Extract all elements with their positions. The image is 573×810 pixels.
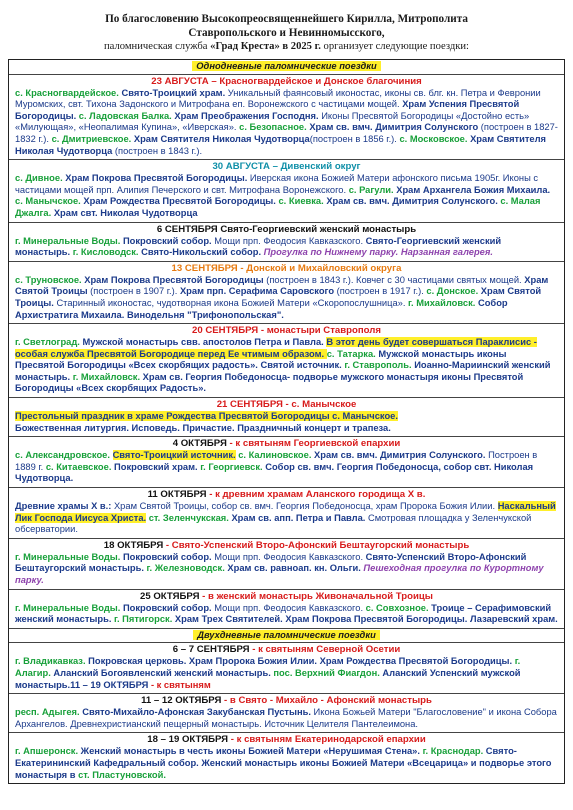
- trip-description: [15, 552, 558, 587]
- trip-text: 11 – 19 ОКТЯБРЯ: [70, 679, 149, 690]
- trip-description: [15, 746, 558, 781]
- shrine-name: Свято-Успенский Второ-Афонский Бештаугорский монастырь.: [15, 551, 527, 574]
- trip-route: - с. Манычское: [282, 399, 357, 411]
- trip-text: Икона Божьей Матери "Благословение" и икона Собора Архангелов. Древнехристианский пещерный монастырь. Источник Целителя Пантелеимона.: [15, 707, 557, 729]
- trip-route: - к древним храмам Аланского городища X в.: [206, 489, 426, 501]
- shrine-name: Храм Трех Святителей. Храм Покрова Пресвятой Богородицы. Лазаревский храм.: [174, 614, 558, 625]
- trip-section: [9, 262, 564, 324]
- trip-text: (построен в 1856 г.).: [309, 133, 400, 144]
- shrine-name: Храм Покрова Пресвятой Богородицы: [84, 274, 267, 285]
- shrine-name: Храм св. вмч. Димитрия Солунского.: [314, 450, 489, 461]
- place-name: с. Рагули.: [348, 184, 397, 195]
- shrine-name: Собор Архистратига Михаила.: [15, 297, 508, 320]
- trip-section: [9, 488, 564, 539]
- shrine-name: Храм св. Георгия Победоносца- подворье мужского монастыря иконы Пресвятой Богородицы «Всех скорбящих Радость».: [15, 371, 524, 394]
- trip-title: [15, 734, 558, 746]
- shrine-name: Храм Архангела Божия Михаила.: [396, 184, 551, 195]
- trip-title: [15, 540, 558, 552]
- trip-date: 11 ОКТЯБРЯ: [147, 489, 207, 501]
- shrine-name: Храм Покрова Пресвятой Богородицы.: [65, 173, 250, 184]
- place-name: г. Минеральные Воды.: [15, 551, 123, 562]
- trip-text: Иверская икона Божией Матери афонского письма 1905г. Иконы с частицами мощей прп. Алипия Печерского и свт. Митрофана Воронежского.: [15, 173, 539, 195]
- shrine-name: Женский монастырь в честь иконы Божией Матери «Нерушимая Стена».: [80, 746, 423, 757]
- shrine-name: Храм Святителя Николая Чудотворца: [133, 133, 310, 144]
- trip-description: [15, 707, 558, 730]
- shrine-name: Свято-Троицкий храм.: [121, 87, 228, 98]
- shrine-name: Собор св. вмч. Георгия Победоносца, собор свт. Николая Чудотворца.: [15, 461, 534, 484]
- shrine-name: Покровская церковь. Храм Пророка Божия Илии. Храм Рождества Пресвятой Богородицы.: [88, 656, 515, 667]
- trip-section: [9, 324, 564, 398]
- trip-section: [9, 75, 564, 161]
- shrine-name: Храм Преображения Господня.: [174, 110, 322, 121]
- trip-description: [15, 275, 558, 321]
- trip-text: Пешеходная прогулка по Курортному парку.: [15, 563, 544, 585]
- shrine-name: Храм св. вмч. Димитрия Солунского: [309, 122, 481, 133]
- trip-route: - к святыням Северной Осетии: [249, 644, 401, 656]
- trip-text: Свято-Троицкий источник.: [112, 450, 236, 461]
- shrine-name: Храм прп. Серафима Саровского: [179, 286, 337, 297]
- trip-route: – Дивенский округ: [269, 161, 361, 173]
- trip-title: [15, 399, 558, 411]
- trip-route: - монастыри Ставрополя: [258, 325, 381, 337]
- trip-title: [15, 438, 558, 450]
- trip-description: [15, 337, 558, 395]
- trip-title: [15, 695, 558, 707]
- trip-text: Мощи прп. Феодосия Кавказского.: [214, 602, 366, 613]
- shrine-name: Мужской монастырь иконы Пресвятой Богородицы «Всех скорбящих радость».: [15, 348, 507, 371]
- shrine-name: Древние храмы Х в.:: [15, 501, 114, 512]
- shrine-name: Храм свт. Николая Чудотворца: [53, 207, 198, 218]
- trip-text: (построен в 1827-1832 г.).: [15, 122, 558, 144]
- trip-title: [15, 263, 558, 275]
- place-name: г. Пятигорск.: [114, 614, 175, 625]
- place-name: с. Дмитриевское.: [51, 133, 134, 144]
- trip-text: Мощи прп. Феодосия Кавказского.: [214, 551, 366, 562]
- trip-date: 13 СЕНТЯБРЯ: [171, 262, 238, 274]
- trip-section: [9, 643, 564, 694]
- trip-title: [15, 644, 558, 656]
- trip-text: Иконы Пресвятой Богородицы «Достойно есть» «Милующая», «Неопалимая Купина», «Иверская».: [15, 110, 530, 133]
- trip-description: [15, 88, 558, 158]
- trip-description: [15, 450, 558, 485]
- trip-title: [15, 224, 558, 236]
- shrine-name: Храм Святой Троицы: [15, 274, 549, 297]
- place-name: г. Светлоград.: [15, 337, 83, 348]
- trip-route: Свято-Георгиевский женский монастырь: [217, 223, 417, 235]
- shrine-name: Покровский собор.: [122, 602, 215, 613]
- trip-text: Прогулка по Нижнему парку. Нарзанная галерея.: [263, 247, 493, 258]
- place-name: с. Китаевское.: [45, 461, 115, 472]
- trip-date: 25 ОКТЯБРЯ: [140, 590, 200, 602]
- trip-route: Красногвардейское и Донское благочиния: [219, 75, 422, 87]
- place-name: с. Дивное.: [15, 173, 66, 184]
- place-name: г. Краснодар.: [422, 746, 486, 757]
- trip-text: Мощи прп. Феодосия Кавказского.: [214, 235, 366, 246]
- shrine-name: Мужской монастырь свв. апостолов Петра и Павла.: [82, 337, 327, 348]
- band-two-day: [9, 629, 564, 644]
- trip-text: Престольный праздник в храме Рождества Пресвятой Богородицы с. Манычское.: [15, 411, 398, 422]
- shrine-name: Покровский собор.: [122, 551, 215, 562]
- header: [8, 12, 565, 54]
- place-name: г. Минеральные Воды.: [15, 235, 123, 246]
- shrine-name: Храм св. апп. Петра и Павла.: [231, 512, 368, 523]
- trip-section: [9, 223, 564, 262]
- trip-date: 21 СЕНТЯБРЯ: [216, 399, 283, 411]
- shrine-name: Храм св. равноап. кн. Ольги.: [227, 563, 364, 574]
- shrine-name: Свято-Екатерининский Кафедральный собор. Женский монастырь иконы Божией Матери «Всецарица» и подворье этого монастыря в: [15, 746, 552, 780]
- place-name: г. Георгиевск.: [200, 461, 266, 472]
- header-line-1: По благословению Высокопреосвященнейшего Кирилла, Митрополита: [105, 13, 468, 25]
- trip-route: - Свято-Успенский Второ-Афонский Бештаугорский монастырь: [163, 539, 470, 551]
- trip-description: [15, 603, 558, 626]
- trip-section: [9, 694, 564, 733]
- trip-route: - к святыням Георгиевской епархии: [226, 438, 401, 450]
- trip-text: (построен в 1843 г.). Ковчег с 30 частицами святых мощей.: [266, 274, 525, 285]
- trip-text: Уникальный фаянсовый иконостас, иконы св. блг. кн. Петра и Февронии Муромских, свт. Тихона Задонского и Митрофана еп. Воронежского с частицами мощей.: [15, 87, 541, 110]
- trip-date: 6 – 7 СЕНТЯБРЯ: [172, 644, 250, 656]
- trip-route: - Донской и Михайловский округа: [237, 262, 402, 274]
- place-name: с. Совхозное.: [365, 602, 432, 613]
- trip-date: 4 ОКТЯБРЯ: [172, 438, 227, 450]
- trip-section: [9, 733, 564, 783]
- trip-text: (построен в 1907 г.).: [90, 286, 180, 297]
- place-name: г. Алагир.: [15, 656, 521, 678]
- place-name: г. Ставрополь.: [344, 360, 415, 371]
- trip-text: Построен в 1889 г.: [15, 450, 538, 472]
- trip-text: Наскальный Лик Господа Иисуса Христа.: [15, 501, 556, 523]
- trip-section: [9, 437, 564, 488]
- place-name: г. Михайловск.: [408, 297, 478, 308]
- trip-route: - к святыням Екатеринодарской епархии: [228, 734, 426, 746]
- trip-description: [15, 656, 558, 691]
- place-name: ст. Пластуновской.: [78, 769, 166, 780]
- trip-text: Винодельня "Трифонопольская".: [126, 309, 284, 320]
- shrine-name: Иоанно-Мариинский женский монастырь.: [15, 360, 551, 382]
- place-name: с. Калиновское.: [235, 450, 315, 461]
- trip-description: [15, 411, 558, 434]
- trip-route: - в Свято - Михайло - Афонский монастырь: [221, 695, 432, 707]
- shrine-name: Храм Святителя Николая Чудотворца: [15, 133, 547, 156]
- trip-date: 11 – 12 ОКТЯБРЯ: [141, 695, 222, 707]
- shrine-name: Покровский храм.: [114, 461, 201, 472]
- trip-title: [15, 76, 558, 88]
- shrine-name: Храм Святой Троицы.: [15, 286, 542, 308]
- trip-date: 30 АВГУСТА: [212, 161, 270, 173]
- trip-description: [15, 173, 558, 219]
- place-name: с. Малая Джалга.: [15, 196, 541, 218]
- trip-text: Храм Святой Троицы, собор св. вмч. Георгия Победоносца, храм Пророка Божия Илии.: [113, 501, 498, 512]
- shrine-name: Троице – Серафимовский женский монастырь.: [15, 602, 552, 625]
- header-line-2: Ставропольского и Невинномысского,: [188, 27, 385, 39]
- place-name: с. Манычское.: [15, 196, 84, 207]
- trip-text: Старинный иконостас, чудотворная икона Божией Матери «Скоропослушница».: [56, 297, 409, 308]
- trip-text: В этот день будет совершаться Параклисис - особая служба Пресвятой Богородице перед Ее чтимым образом.: [15, 337, 537, 359]
- trip-title: [15, 325, 558, 337]
- shrine-name: Свято-Никольский собор.: [141, 247, 264, 258]
- place-name: г. Кисловодск.: [72, 247, 142, 258]
- place-name: ст. Зеленчукская.: [146, 512, 232, 523]
- trip-text: - к святыням: [148, 679, 211, 690]
- place-name: с. Донское.: [426, 286, 481, 297]
- place-name: респ. Адыгея.: [15, 707, 83, 718]
- shrine-name: Божественная литургия. Исповедь. Причастие. Праздничный концерт и трапеза.: [15, 422, 391, 433]
- place-name: г. Михайловск.: [72, 371, 143, 382]
- trip-date: 18 – 19 ОКТЯБРЯ: [147, 734, 229, 746]
- trip-date: 6 СЕНТЯБРЯ: [156, 223, 218, 235]
- trip-section: [9, 160, 564, 222]
- band-one-day: Однодневные паломнические поездки: [9, 60, 564, 75]
- trip-date: 23 АВГУСТА –: [151, 75, 220, 87]
- place-name: с. Киевка.: [278, 196, 327, 207]
- shrine-name: Храм Рождества Пресвятой Богородицы.: [83, 196, 279, 207]
- place-name: г. Апшеронск.: [15, 746, 81, 757]
- place-name: с. Красногвардейское.: [15, 87, 122, 98]
- shrine-name: Храм св. вмч. Димитрия Солунского.: [326, 196, 501, 207]
- trip-description: [15, 236, 558, 259]
- trip-text: Смотровая площадка у Зеленчукской обсерватории.: [15, 512, 532, 535]
- trip-description: [15, 501, 558, 536]
- band-label: Двухдневные паломнические поездки: [193, 630, 380, 640]
- trip-section: [9, 590, 564, 629]
- place-name: г. Железноводск.: [146, 563, 228, 574]
- trip-date: 20 СЕНТЯБРЯ: [191, 325, 259, 337]
- place-name: г. Владикавказ.: [15, 656, 89, 667]
- shrine-name: Свято-Георгиевский женский монастырь.: [15, 235, 502, 258]
- trip-date: 18 ОКТЯБРЯ: [103, 539, 164, 551]
- shrine-name: Покровский собор.: [122, 235, 215, 246]
- service-name: «Град Креста» в 2025 г.: [210, 41, 321, 52]
- shrine-name: Храм Успения Пресвятой Богородицы.: [15, 99, 520, 121]
- place-name: с. Труновское.: [15, 274, 85, 285]
- shrine-name: Аланский Успенский мужской монастырь.: [15, 667, 521, 690]
- trip-section: [9, 539, 564, 590]
- trip-title: [15, 161, 558, 173]
- place-name: с. Московское.: [399, 133, 471, 144]
- place-name: с. Безопасное.: [239, 122, 310, 133]
- place-name: с. Ладовская Балка.: [78, 110, 175, 121]
- shrine-name: Аланский Богоявленский женский монастырь.: [53, 667, 274, 678]
- shrine-name: Святой источник.: [260, 360, 345, 371]
- trip-text: (построен в 1843 г.).: [114, 145, 203, 156]
- trip-route: - в женский монастырь Живоначальной Троицы: [199, 590, 433, 602]
- trip-title: [15, 489, 558, 501]
- place-name: с. Александровское.: [15, 450, 113, 461]
- header-line-3: паломническая служба «Град Креста» в 2025 г. организует следующие поездки:: [103, 41, 470, 52]
- trip-title: [15, 591, 558, 603]
- trip-section: [9, 398, 564, 437]
- shrine-name: Свято-Михайло-Афонская Закубанская Пустынь.: [82, 707, 314, 718]
- trip-table: [8, 59, 565, 784]
- place-name: пос. Верхний Фиагдон.: [273, 667, 383, 678]
- place-name: г. Минеральные Воды.: [15, 602, 123, 613]
- place-name: с. Татарка.: [326, 348, 379, 359]
- trip-text: (построен в 1917 г.).: [336, 286, 427, 297]
